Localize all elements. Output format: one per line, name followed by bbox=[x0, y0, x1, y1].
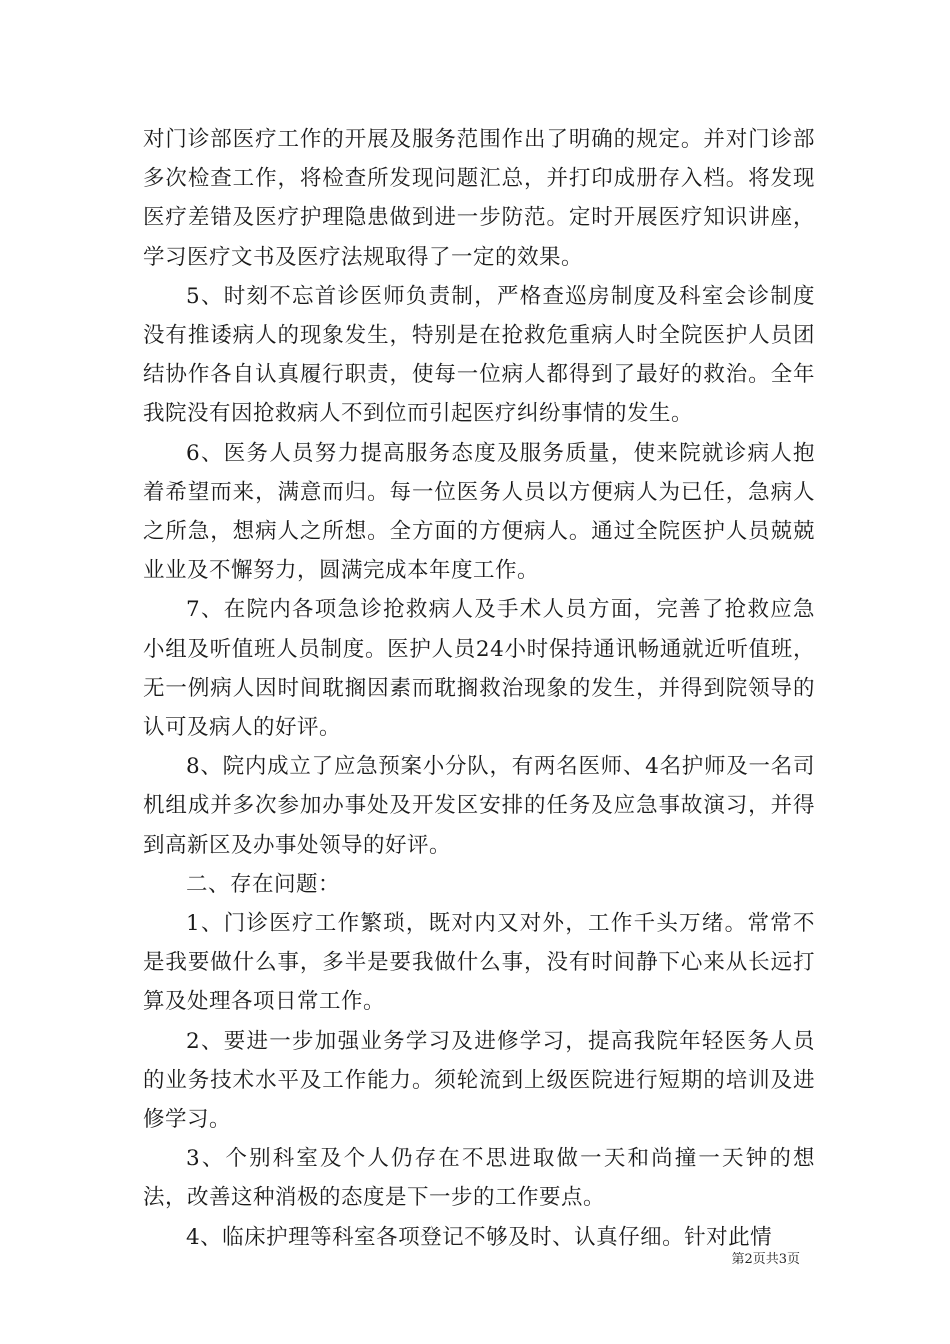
paragraph-1: 对门诊部医疗工作的开展及服务范围作出了明确的规定。并对门诊部多次检查工作，将检查所发现问题汇总，并打印成册存入档。将发现医疗差错及医疗护理隐患做到进一步防范。定时开展医疗知识讲座，学习医疗文书及医疗法规取得了一定的效果。 bbox=[143, 127, 815, 270]
paragraph-problem-4: 4、临床护理等科室各项登记不够及时、认真仔细。针对此情 bbox=[186, 1224, 773, 1250]
paragraph-item-8: 8、院内成立了应急预案小分队，有两名医师、4名护师及一名司机组成并多次参加办事处及开发区安排的任务及应急事故演习，并得到高新区及办事处领导的好评。 bbox=[143, 754, 815, 858]
page-number: 第2页共3页 bbox=[731, 1252, 800, 1267]
paragraph-problem-1: 1、门诊医疗工作繁琐，既对内又对外，工作千头万绪。常常不是我要做什么事，多半是要我做什么事，没有时间静下心来从长远打算及处理各项日常工作。 bbox=[143, 911, 815, 1015]
paragraph-problem-3: 3、个别科室及个人仍存在不思进取做一天和尚撞一天钟的想法，改善这种消极的态度是下一步的工作要点。 bbox=[143, 1146, 815, 1211]
paragraph-problem-2: 2、要进一步加强业务学习及进修学习，提高我院年轻医务人员的业务技术水平及工作能力。须轮流到上级医院进行短期的培训及进修学习。 bbox=[143, 1028, 815, 1133]
paragraph-item-5: 5、时刻不忘首诊医师负责制，严格查巡房制度及科室会诊制度没有推诿病人的现象发生，特别是在抢救危重病人时全院医护人员团结协作各自认真履行职责，使每一位病人都得到了最好的救治。全年我院没有因抢救病人不到位而引起医疗纠纷事情的发生。 bbox=[143, 283, 815, 427]
section-heading-problems: 二、存在问题： bbox=[186, 871, 341, 897]
paragraph-item-6: 6、医务人员努力提高服务态度及服务质量，使来院就诊病人抱着希望而来，满意而归。每一位医务人员以方便病人为已任，急病人之所急，想病人之所想。全方面的方便病人。通过全院医护人员兢兢业业及不懈努力，圆满完成本年度工作。 bbox=[143, 440, 815, 584]
document-body bbox=[143, 120, 815, 1257]
paragraph-item-7: 7、在院内各项急诊抢救病人及手术人员方面，完善了抢救应急小组及听值班人员制度。医护人员24小时保持通讯畅通就近听值班，无一例病人因时间耽搁因素而耽搁救治现象的发生，并得到院领导的认可及病人的好评。 bbox=[143, 597, 815, 741]
